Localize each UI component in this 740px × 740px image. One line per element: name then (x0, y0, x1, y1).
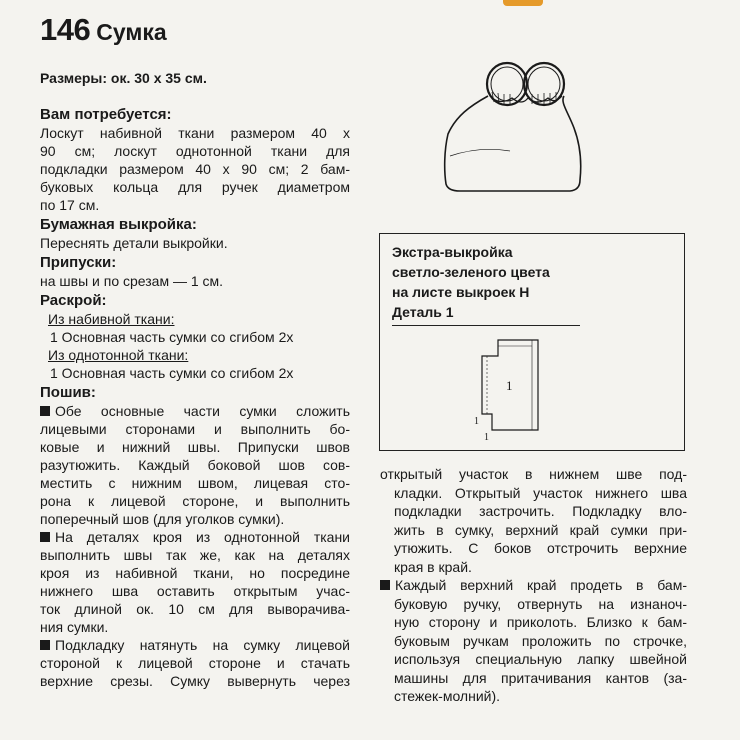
piece-number-label: 1 (506, 378, 513, 393)
sewing-line: ную сторону и приколоть. Близко к бам- (394, 614, 687, 630)
sewing-line: На деталях кроя из однотонной ткани (55, 529, 350, 545)
sewing-line: стороной к лицевой стороне и стачать (40, 655, 350, 671)
bullet-square-icon (40, 406, 50, 416)
pattern-number: 146 (40, 12, 91, 47)
materials-line: буковых кольца для ручек диаметром (40, 179, 350, 195)
materials-heading: Вам потребуется: (40, 106, 172, 123)
pattern-name: Сумка (96, 19, 167, 45)
bullet-square-icon (40, 532, 50, 542)
sewing-line: нижнего шва оставить открытым учас- (40, 583, 350, 599)
extra-pattern-title (392, 242, 550, 322)
sewing-line: утюжить. С боков отстрочить верхние (394, 540, 687, 556)
sewing-line: края в край. (394, 558, 472, 575)
paper-pattern-text: Переснять детали выкройки. (40, 235, 228, 251)
bullet-square-icon (40, 640, 50, 650)
sewing-line: поперечный шов (для уголков сумки). (40, 511, 285, 527)
bag-illustration (440, 56, 585, 196)
sizes-line: Размеры: ок. 30 х 35 см. (40, 70, 207, 86)
allowances-text: на швы и по срезам — 1 см. (40, 273, 224, 289)
left-column (40, 106, 350, 690)
sewing-line: ток длиной ок. 10 см для выворачива- (40, 601, 350, 617)
extra-pattern-title-line: Деталь 1 (392, 304, 454, 320)
sewing-line: верхние срезы. Сумку вывернуть через (40, 673, 350, 689)
sewing-line: разутюжить. Каждый боковой шов сов- (40, 457, 350, 473)
sewing-line: кладки. Открытый участок нижнего шва (394, 484, 687, 501)
sewing-line: ковые и нижний швы. Припуски швов (40, 439, 350, 455)
fabric2-label: Из однотонной ткани: (48, 347, 189, 363)
sewing-line: используя специальную лапку швейной (394, 651, 687, 667)
fabric1-item: 1 Основная часть сумки со сгибом 2х (50, 329, 294, 345)
page-title (40, 12, 167, 48)
materials-line: по 17 см. (40, 197, 100, 213)
extra-pattern-title-line: на листе выкроек Н (392, 284, 530, 300)
sewing-line: ния сумки. (40, 619, 109, 635)
sewing-line: Подкладку натянуть на сумку лицевой (55, 637, 350, 653)
materials-line: Лоскут набивной ткани размером 40 х (40, 125, 350, 141)
sewing-line: буковую ручку, отвернуть на изнаноч- (394, 595, 687, 612)
fabric1-label: Из набивной ткани: (48, 311, 175, 327)
cutting-heading: Раскрой: (40, 292, 107, 309)
sewing-line: Обе основные части сумки сложить (55, 403, 350, 419)
fold-label: 1 (484, 432, 489, 442)
fold-label: 1 (474, 416, 479, 427)
orange-corner-mark (503, 0, 543, 6)
sewing-line: лицевыми сторонами и выполнить бо- (40, 421, 350, 437)
sewing-line: местить с нижним швом, лицевая сто- (40, 475, 350, 491)
pattern-piece-drawing (470, 334, 542, 442)
sewing-line: стежек-молний). (394, 688, 501, 704)
right-column (380, 465, 687, 706)
bullet-square-icon (380, 580, 390, 590)
materials-line: подкладки размером 40 х 90 см; 2 бам- (40, 161, 350, 177)
sewing-line: Каждый верхний край продеть в бам- (395, 577, 687, 593)
sewing-line: выполнить швы так же, как на деталях (40, 547, 350, 563)
allowances-heading: Припуски: (40, 254, 117, 271)
sewing-heading: Пошив: (40, 384, 96, 401)
extra-pattern-box (379, 233, 685, 451)
extra-pattern-title-line: светло-зеленого цвета (392, 264, 550, 280)
sewing-line: подкладки застрочить. Подкладку вло- (394, 503, 687, 519)
materials-line: 90 см; лоскут однотонной ткани для (40, 143, 350, 159)
paper-pattern-heading: Бумажная выкройка: (40, 216, 197, 233)
title-underline (392, 325, 580, 326)
fabric2-item: 1 Основная часть сумки со сгибом 2х (50, 365, 294, 381)
sewing-line: машины для притачивания кантов (за- (394, 669, 687, 686)
sewing-line: буковым ручкам проложить по строчке, (394, 632, 687, 649)
sewing-line: кроя из набивной ткани, но посредине (40, 565, 350, 581)
sewing-line: открытый участок в нижнем шве под- (380, 466, 687, 482)
sewing-line: жить в сумку, верхний край сумки при- (394, 521, 687, 538)
sewing-line: рона к лицевой стороне, и выполнить (40, 493, 350, 509)
extra-pattern-title-line: Экстра-выкройка (392, 244, 513, 260)
